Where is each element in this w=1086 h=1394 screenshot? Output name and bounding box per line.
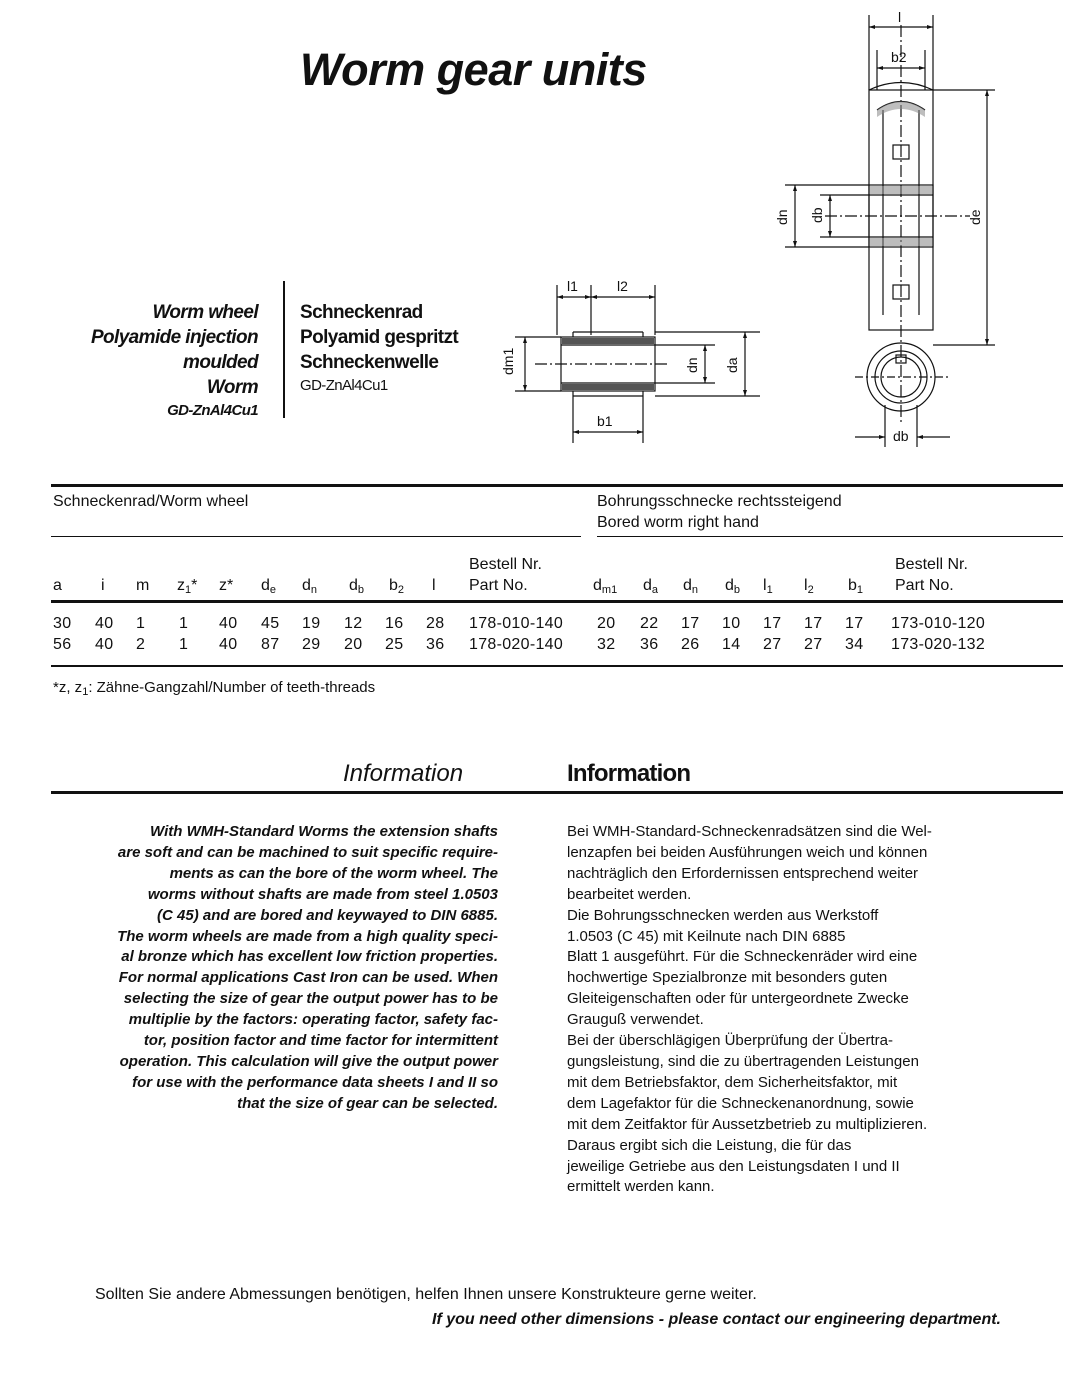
col-b1: $b_1$ <box>848 577 864 596</box>
cell: 45 <box>261 615 280 632</box>
text-line: For normal applications Cast Iron can be used. When <box>118 969 498 987</box>
col-dn-worm: $d_n$ <box>683 577 699 596</box>
cell: 30 <box>53 615 72 632</box>
text-line: bearbeitet werden. <box>567 885 692 903</box>
footer-en: If you need other dimensions - please contact our engineering department. <box>432 1311 1001 1328</box>
cell: 20 <box>344 636 363 653</box>
text-line: nachträglich den Erfordernissen entsprechend weiter <box>567 864 919 882</box>
product-line-en: Polyamide injection <box>90 327 258 348</box>
cell: 40 <box>95 615 114 632</box>
cell: 1 <box>136 615 146 632</box>
cell: 34 <box>845 636 864 653</box>
text-line: Die Bohrungsschnecken werden aus Werkstoff <box>567 906 879 924</box>
text-line: mit dem Zeitfaktor für Aussetzbetrieb zu multiplizieren. <box>567 1115 928 1133</box>
label-b2: b2 <box>891 49 907 65</box>
product-line-en: Worm wheel <box>152 302 258 323</box>
cell: 40 <box>219 615 238 632</box>
cell: 25 <box>385 636 404 653</box>
text-line: (C 45) and are bored and keywayed to DIN 6885. <box>157 906 498 924</box>
col-z: z* <box>219 577 234 594</box>
col-db-worm: $d_b$ <box>725 577 741 596</box>
col-a: a <box>53 577 62 594</box>
col-l2: $l_2$ <box>804 577 814 596</box>
text-line: jeweilige Getriebe aus den Leistungsdaten I und II <box>567 1157 900 1175</box>
cell: 28 <box>426 615 445 632</box>
info-text-en <box>52 822 498 1115</box>
table-sub-rule-left <box>51 536 581 537</box>
cell: 17 <box>763 615 782 632</box>
col-i: i <box>101 577 105 594</box>
footer-de: Sollten Sie andere Abmessungen benötigen, helfen Ihnen unsere Konstrukteure gerne weiter. <box>95 1286 757 1303</box>
col-da: $d_a$ <box>643 577 659 596</box>
col-dn: $d_n$ <box>302 577 318 596</box>
product-line-de: Schneckenwelle <box>300 352 439 373</box>
cell: 20 <box>597 615 616 632</box>
table-bottom-rule <box>51 665 1063 667</box>
text-line: ermittelt werden kann. <box>567 1178 715 1196</box>
cell: 173-010-120 <box>891 615 986 632</box>
cell: 1 <box>179 615 189 632</box>
material-de: GD-ZnAl4Cu1 <box>300 377 388 394</box>
text-line: for use with the performance data sheets I and II so <box>132 1073 498 1091</box>
cell: 36 <box>640 636 659 653</box>
cell: 17 <box>681 615 700 632</box>
text-line: Grauguß verwendet. <box>567 1011 704 1029</box>
text-line: tor, position factor and time factor for intermittent <box>143 1032 498 1050</box>
label-da: da <box>724 357 740 373</box>
text-line: gungsleistung, sind die zu übertragenden Leistungen <box>567 1052 919 1070</box>
cell: 2 <box>136 636 146 653</box>
text-line: Gleiteigenschaften oder für untergeordnete Zwecke <box>567 990 909 1008</box>
cell: 36 <box>426 636 445 653</box>
product-line-en: Worm <box>206 377 258 398</box>
table-sub-rule-right <box>597 536 1063 537</box>
text-line: dem Lagefaktor für die Schneckenanordnung, sowie <box>567 1094 914 1112</box>
cell: 27 <box>763 636 782 653</box>
worm-drawing <box>495 275 765 445</box>
col-order-de-worm: Bestell Nr. <box>895 556 968 573</box>
cell: 40 <box>95 636 114 653</box>
col-b2: $b_2$ <box>389 577 405 596</box>
label-de: de <box>967 209 983 225</box>
label-db-wheel: db <box>809 207 825 223</box>
product-line-de: Polyamid gespritzt <box>300 327 459 348</box>
table-header-left: Schneckenrad/Worm wheel <box>53 493 249 510</box>
text-line: are soft and can be machined to suit specific require- <box>117 843 498 861</box>
col-de: $d_e$ <box>261 577 277 596</box>
text-line: worms without shafts are made from steel 1.0503 <box>147 885 498 903</box>
cell: 14 <box>722 636 741 653</box>
info-text-de <box>567 822 1027 1198</box>
col-l1: $l_1$ <box>763 577 773 596</box>
col-order-en-worm: Part No. <box>895 577 954 594</box>
table-top-rule <box>51 484 1063 487</box>
cell: 87 <box>261 636 280 653</box>
text-line: ments as can the bore of the worm wheel. The <box>169 864 498 882</box>
cell: 29 <box>302 636 321 653</box>
label-l2: l2 <box>617 278 628 294</box>
table-header-right-1: Bohrungsschnecke rechtssteigend <box>597 493 842 510</box>
cell: 12 <box>344 615 363 632</box>
text-line: 1.0503 (C 45) mit Keilnute nach DIN 6885 <box>567 927 846 945</box>
cell: 27 <box>804 636 823 653</box>
col-dm1: $d_{m1}$ <box>593 577 618 596</box>
col-order-en: Part No. <box>469 577 528 594</box>
text-line: operation. This calculation will give the output power <box>119 1052 498 1070</box>
text-line: Blatt 1 ausgeführt. Für die Schneckenräder wird eine <box>567 948 918 966</box>
cell: 32 <box>597 636 616 653</box>
cell: 26 <box>681 636 700 653</box>
product-description-de <box>300 300 458 397</box>
info-rule <box>51 791 1063 794</box>
cell: 173-020-132 <box>891 636 986 653</box>
cell: 19 <box>302 615 321 632</box>
text-line: selecting the size of gear the output power has to be <box>123 990 498 1008</box>
info-title-en: Information <box>343 760 464 787</box>
label-b1: b1 <box>597 413 613 429</box>
worm-wheel-drawing <box>765 5 1005 450</box>
cell: 178-010-140 <box>469 615 564 632</box>
label-dm1: dm1 <box>500 347 516 375</box>
col-l: l <box>432 577 436 594</box>
text-line: hochwertige Spezialbronze mit besonders guten <box>567 969 888 987</box>
page-title: Worm gear units <box>300 44 647 95</box>
info-title-de: Information <box>567 760 691 787</box>
cell: 10 <box>722 615 741 632</box>
text-line: mit dem Betriebsfaktor, dem Sicherheitsfaktor, mit <box>567 1073 898 1091</box>
text-line: Bei WMH-Standard-Schneckenradsätzen sind die Wel- <box>567 823 932 840</box>
label-dn: dn <box>684 357 700 373</box>
table-footnote: *z, $z_1$: Zähne-Gangzahl/Number of teeth-threads <box>53 679 376 698</box>
col-z1: $z_1*$ <box>177 577 198 596</box>
text-line: With WMH-Standard Worms the extension shafts <box>150 823 498 840</box>
product-line-en: moulded <box>183 352 258 373</box>
table-header-right-2: Bored worm right hand <box>597 514 759 531</box>
col-db: $d_b$ <box>349 577 365 596</box>
cell: 17 <box>845 615 864 632</box>
divider-line <box>283 281 285 418</box>
material-en: GD-ZnAl4Cu1 <box>167 402 258 419</box>
text-line: The worm wheels are made from a high quality speci- <box>117 927 498 945</box>
cell: 56 <box>53 636 72 653</box>
text-line: lenzapfen bei beiden Ausführungen weich und können <box>567 843 928 861</box>
cell: 178-020-140 <box>469 636 564 653</box>
col-m: m <box>136 577 150 594</box>
text-line: al bronze which has excellent low friction properties. <box>121 948 498 966</box>
cell: 17 <box>804 615 823 632</box>
label-dn-wheel: dn <box>774 209 790 225</box>
text-line: that the size of gear can be selected. <box>237 1094 498 1112</box>
text-line: Daraus ergibt sich die Leistung, die für das <box>567 1136 852 1154</box>
table-header-rule <box>51 600 1063 603</box>
label-l: l <box>898 9 902 25</box>
label-l1: l1 <box>567 278 578 294</box>
product-description-en <box>91 300 258 422</box>
cell: 16 <box>385 615 404 632</box>
product-line-de: Schneckenrad <box>300 302 423 323</box>
text-line: multiplie by the factors: operating factor, safety fac- <box>128 1011 498 1029</box>
cell: 1 <box>179 636 189 653</box>
cell: 22 <box>640 615 659 632</box>
label-db-worm: db <box>893 428 909 444</box>
col-order-de: Bestell Nr. <box>469 556 542 573</box>
text-line: Bei der überschlägigen Überprüfung der Übertra- <box>567 1032 894 1050</box>
cell: 40 <box>219 636 238 653</box>
